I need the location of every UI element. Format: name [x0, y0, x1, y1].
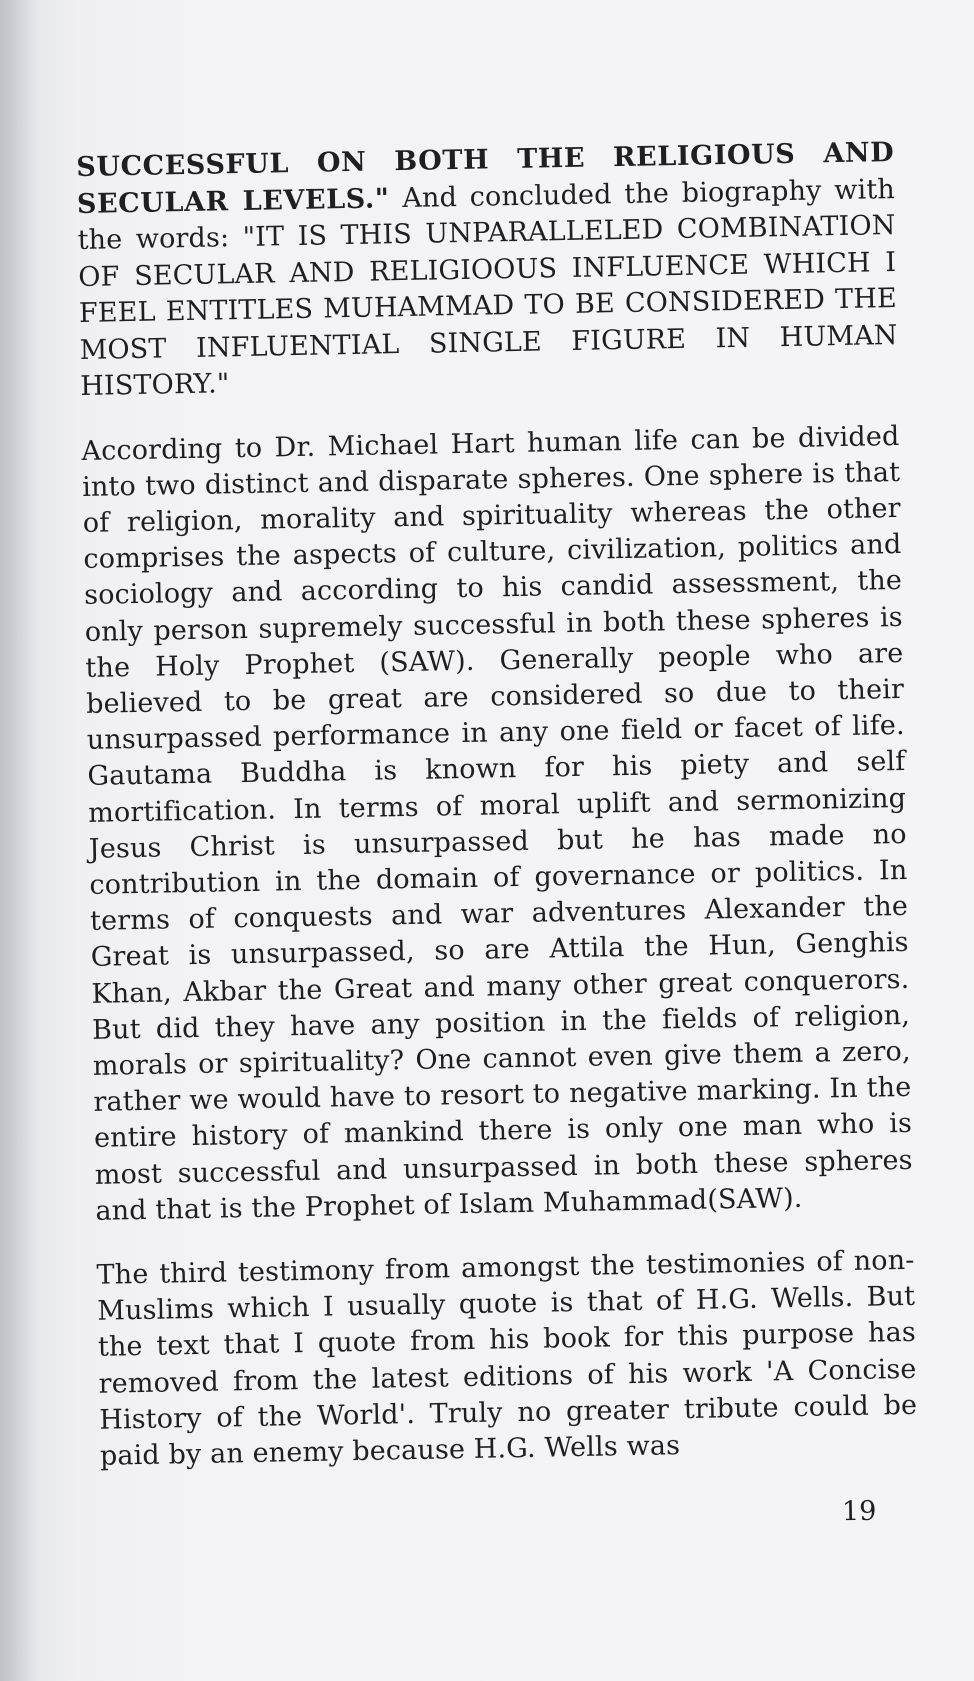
- paragraph-1: [76, 135, 899, 405]
- paragraph-2: According to Dr. Michael Hart human life can be divided into two distinct and disparate spheres. One sphere is that of religion, morality and spirituality whereas the other comprises the aspects of culture, civilization, politics and sociology and according to his candid assessment, the only person supremely successful in both these spheres is the Holy Prophet (SAW). Generally people who are believed to be great are considered so due to their unsurpassed performance in any one field or facet of life. Gautama Buddha is known for his piety and self mortification. In terms of moral uplift and sermonizing Jesus Christ is unsurpassed but he has made no contribution in the domain of governance or politics. In terms of conquests and war adventures Alexander the Great is unsurpassed, so are Attila the Hun, Genghis Khan, Akbar the Great and many other great conquerors. But did they have any position in the fields of religion, morals or spirituality? One cannot even give them a zero, rather we would have to resort to negative marking. In the entire history of mankind there is only one man who is most successful and unsurpassed in both these spheres and that is the Prophet of Islam Muhammad(SAW).: [81, 420, 913, 1227]
- spine-shadow: [0, 0, 40, 1681]
- bold-lead-text: SUCCESSFUL ON BOTH THE RELIGIOUS AND SECULAR LEVELS.": [76, 137, 895, 220]
- paragraph-3: The third testimony from amongst the testimonies of non-Muslims which I usually quote is that of H.G. Wells. But the text that I quote from his book for this purpose has removed from the latest editions of his work 'A Concise History of the World'. Truly no greater tribute could be paid by an enemy because H.G. Wells was: [96, 1244, 918, 1472]
- body-text: [76, 135, 918, 1475]
- page-number: 19: [841, 1495, 877, 1528]
- paragraph-1-text: And concluded the biography with the words: "IT IS THIS UNPARALLELED COMBINATION OF SECULAR AND RELIGIOOUS INFLUENCE WHICH I FEEL ENTITLES MUHAMMAD TO BE CONSIDERED THE MOST INFLUENTIAL SINGLE FIGURE IN HUMAN HISTORY.": [77, 173, 898, 402]
